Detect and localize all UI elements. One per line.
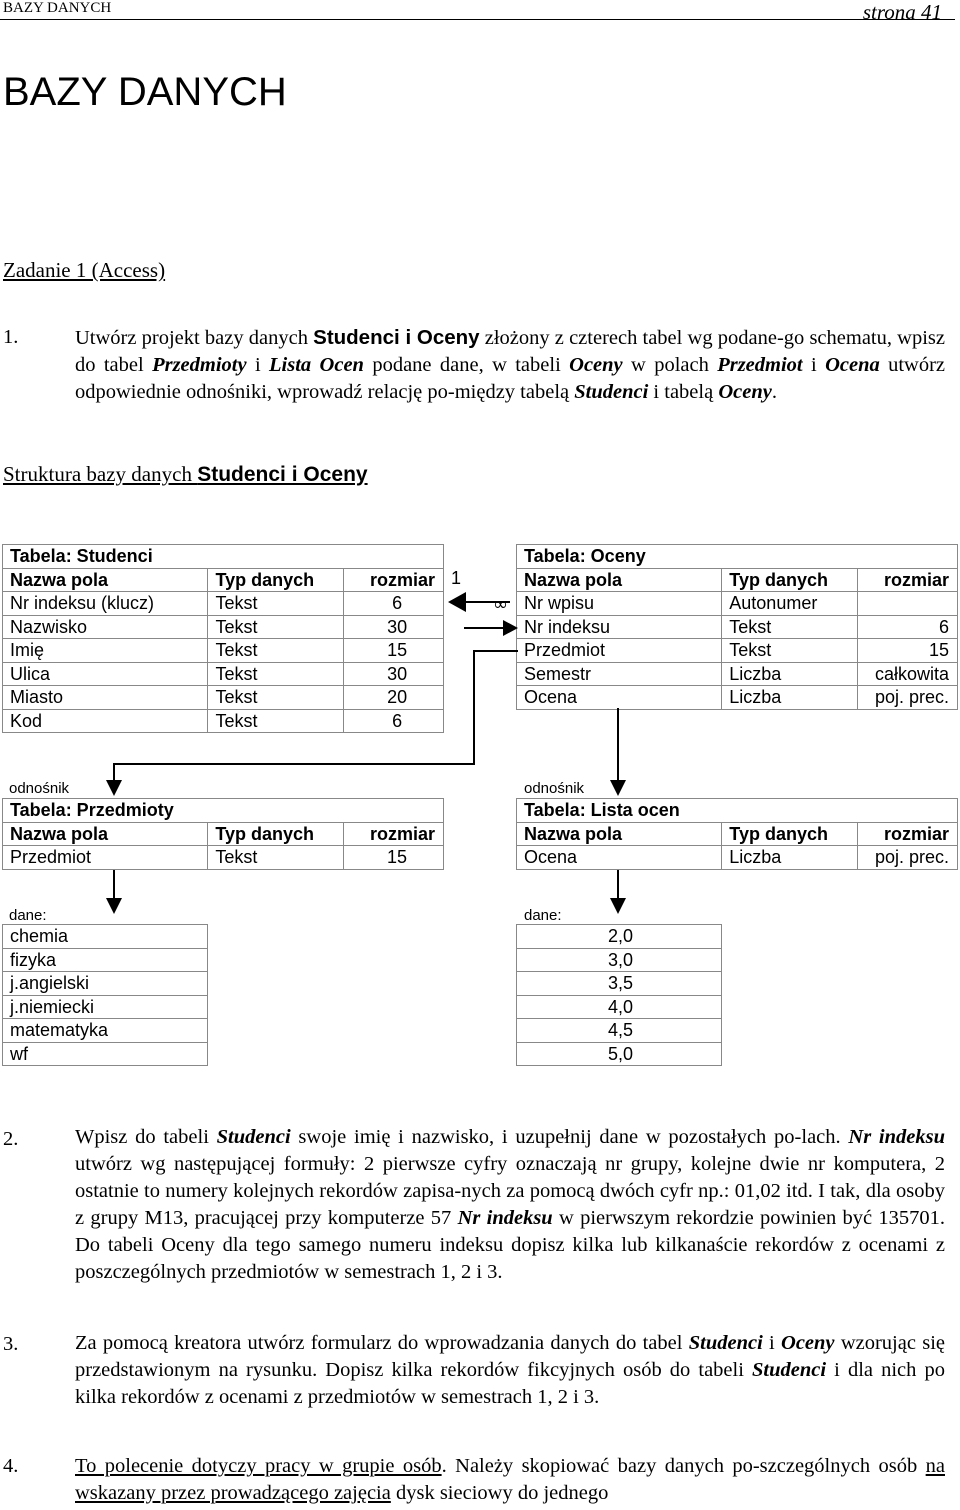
item2-number: 2. <box>3 1128 19 1150</box>
cell: j.angielski <box>3 972 208 996</box>
cell: Nazwisko <box>3 615 208 639</box>
item3-number: 3. <box>3 1333 19 1355</box>
table-title: Tabela: Oceny <box>517 545 958 569</box>
data-label: dane: <box>524 907 562 924</box>
column-header: rozmiar <box>344 568 444 592</box>
cell: 6 <box>858 615 958 639</box>
table-lista-ocen <box>516 798 958 870</box>
page-number: strona 41 <box>862 0 942 24</box>
column-header: Nazwa pola <box>3 568 208 592</box>
table-row <box>517 846 958 870</box>
cell: Miasto <box>3 686 208 710</box>
list-item <box>517 1019 722 1043</box>
column-header: rozmiar <box>344 822 444 846</box>
cell: 4,5 <box>517 1019 722 1043</box>
cell: Tekst <box>208 709 344 733</box>
cell: 4,0 <box>517 995 722 1019</box>
data-label: dane: <box>9 907 47 924</box>
cell: 15 <box>344 639 444 663</box>
cell: Tekst <box>208 639 344 663</box>
arrow-head-down <box>106 780 122 796</box>
list-item <box>517 948 722 972</box>
link-line-przedmiot <box>114 651 518 788</box>
cell: Przedmiot <box>517 639 722 663</box>
column-header: Nazwa pola <box>517 568 722 592</box>
list-item <box>517 1042 722 1066</box>
cell: Tekst <box>208 662 344 686</box>
cell: 6 <box>344 592 444 616</box>
relation-one-label: 1 <box>451 568 462 588</box>
running-header-left: BAZY DANYCH <box>3 0 112 16</box>
cell: 15 <box>858 639 958 663</box>
cell: Tekst <box>208 686 344 710</box>
item3-text: Za pomocą kreatora utwórz formularz do wprowadzania danych do tabel Studenci i Oceny wzorując się przedstawionym na rysunku. Dopisz kilka rekordów fikcyjnych osób do tabeli Studenci i dla nich po kilka rekordów z ocenami z przedmiotów w semestrach 1, 2 i 3. <box>75 1332 945 1408</box>
cell: 15 <box>344 846 444 870</box>
column-header: rozmiar <box>858 822 958 846</box>
cell: Autonumer <box>722 592 858 616</box>
reference-label: odnośnik <box>9 780 70 797</box>
relation-many-label: ∞ <box>493 594 508 615</box>
list-item <box>3 925 208 949</box>
cell: Przedmiot <box>3 846 208 870</box>
cell: Ulica <box>3 662 208 686</box>
column-header: Typ danych <box>722 822 858 846</box>
cell: Tekst <box>722 639 858 663</box>
list-item <box>517 995 722 1019</box>
item4-number: 4. <box>3 1455 19 1477</box>
column-header: Nazwa pola <box>517 822 722 846</box>
cell: Imię <box>3 639 208 663</box>
cell: matematyka <box>3 1019 208 1043</box>
cell: 2,0 <box>517 925 722 949</box>
cell: 3,0 <box>517 948 722 972</box>
column-header: Typ danych <box>208 822 344 846</box>
cell: Tekst <box>208 592 344 616</box>
cell: j.niemiecki <box>3 995 208 1019</box>
arrow-head-down <box>610 780 626 796</box>
reference-label: odnośnik <box>524 780 585 797</box>
cell: 20 <box>344 686 444 710</box>
cell: 30 <box>344 662 444 686</box>
column-header: Typ danych <box>722 568 858 592</box>
data-list-oceny <box>516 924 722 1066</box>
cell: Semestr <box>517 662 722 686</box>
cell: Tekst <box>208 846 344 870</box>
cell: 6 <box>344 709 444 733</box>
cell: chemia <box>3 925 208 949</box>
arrow-head-down <box>610 898 626 914</box>
cell: fizyka <box>3 948 208 972</box>
table-title: Tabela: Lista ocen <box>517 799 958 823</box>
table-title: Tabela: Studenci <box>3 545 444 569</box>
list-item <box>3 995 208 1019</box>
cell: Liczba <box>722 662 858 686</box>
cell: 5,0 <box>517 1042 722 1066</box>
cell: Tekst <box>722 615 858 639</box>
item1-text: Utwórz projekt bazy danych Studenci i Oceny złożony z czterech tabel wg podane-go schematu, wpisz do tabel Przedmioty i Lista Ocen podane dane, w tabeli Oceny w polach Przedmiot i Ocena utwórz odpowiednie odnośniki, wprowadź relację po-między tabelą Studenci i tabelą Oceny. <box>75 326 946 403</box>
cell: wf <box>3 1042 208 1066</box>
list-item <box>517 925 722 949</box>
column-header: Nazwa pola <box>3 822 208 846</box>
structure-heading: Struktura bazy danych Studenci i Oceny <box>3 462 368 486</box>
cell: Ocena <box>517 846 722 870</box>
item4-text: To polecenie dotyczy pracy w grupie osób. Należy skopiować bazy danych po-szczególnych osób na wskazany przez prowadzącego zajęcia dysk sieciowy do jednego <box>75 1455 945 1504</box>
cell: Kod <box>3 709 208 733</box>
cell: Nr indeksu (klucz) <box>3 592 208 616</box>
table-row <box>3 846 444 870</box>
list-item <box>3 972 208 996</box>
cell: Ocena <box>517 686 722 710</box>
column-header: Typ danych <box>208 568 344 592</box>
arrow-head-down <box>106 898 122 914</box>
cell: 3,5 <box>517 972 722 996</box>
task-heading: Zadanie 1 (Access) <box>3 258 166 282</box>
cell: 30 <box>344 615 444 639</box>
data-list-przedmioty <box>2 924 208 1066</box>
cell: Tekst <box>208 615 344 639</box>
arrow-head-right <box>503 620 518 636</box>
cell: Liczba <box>722 846 858 870</box>
list-item <box>3 1042 208 1066</box>
item1-number: 1. <box>3 326 19 348</box>
table-title: Tabela: Przedmioty <box>3 799 444 823</box>
item2-text: Wpisz do tabeli Studenci swoje imię i nazwisko, i uzupełnij dane w pozostałych po-lach. Nr indeksu utwórz wg następującej formuły: 2 pierwsze cyfry oznaczają nr grupy, kolejne dwie nr komputera, 2 ostatnie to numery kolejnych rekordów zapisa-nych za pomocą dwóch cyfr np.: 01,02 itd. I tak, dla osoby z grupy M13, pracującej przy komputerze 57 Nr indeksu w pierwszym rekordzie powinien być 135701. Do tabeli Oceny dla tego samego numeru indeksu dopisz kilka lub kilkanaście rekordów z ocenami z poszczególnych przedmiotów w semestrach 1, 2 i 3. <box>75 1126 946 1283</box>
list-item <box>517 972 722 996</box>
cell: Nr wpisu <box>517 592 722 616</box>
page-title: BAZY DANYCH <box>3 70 287 114</box>
cell: Liczba <box>722 686 858 710</box>
table-przedmioty <box>2 798 444 870</box>
list-item <box>3 948 208 972</box>
cell: całkowita <box>858 662 958 686</box>
cell: Nr indeksu <box>517 615 722 639</box>
cell: poj. prec. <box>858 686 958 710</box>
cell: poj. prec. <box>858 846 958 870</box>
arrow-head-left <box>448 592 466 612</box>
list-item <box>3 1019 208 1043</box>
column-header: rozmiar <box>858 568 958 592</box>
